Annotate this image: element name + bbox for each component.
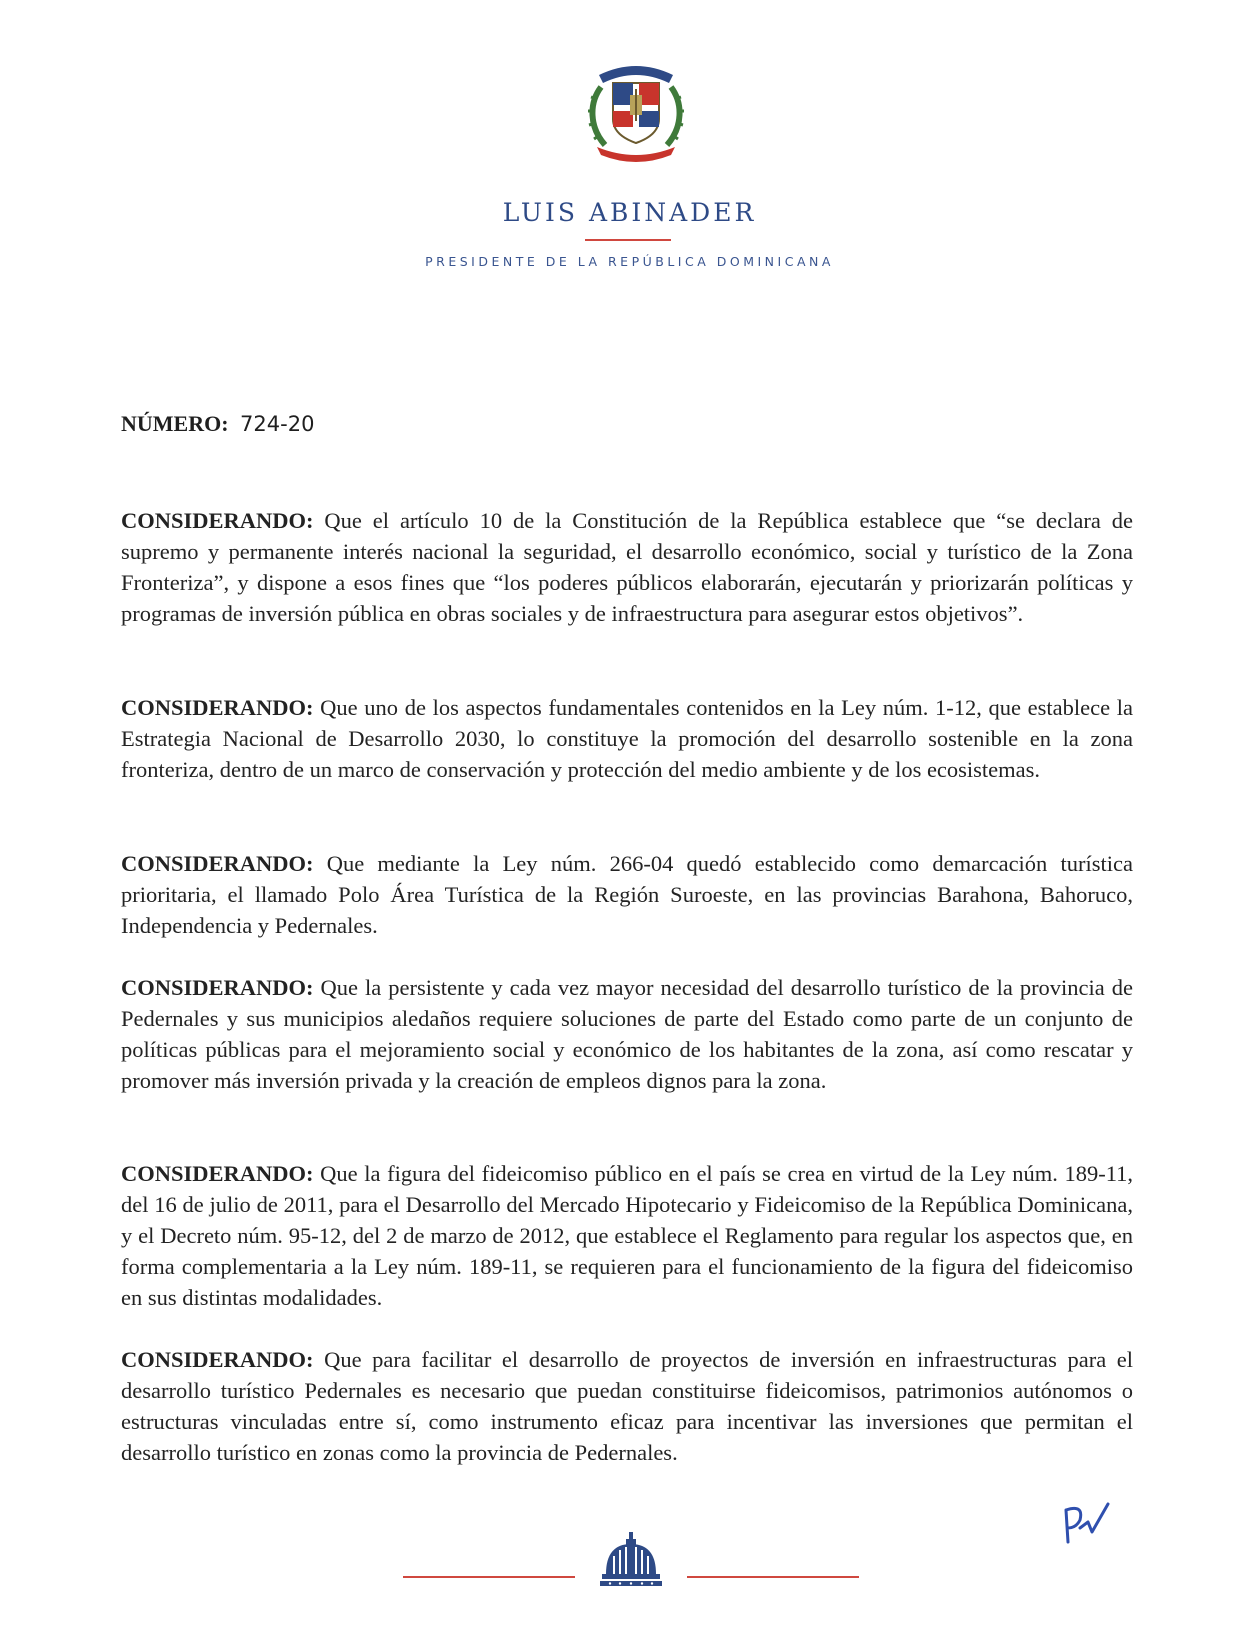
coat-of-arms-icon (583, 55, 689, 165)
paragraph-keyword: CONSIDERANDO: (121, 508, 314, 533)
paragraph-4 (121, 972, 1133, 1096)
footer-divider-left (403, 1576, 575, 1578)
document-number-value: 724-20 (240, 412, 315, 436)
header-name: LUIS ABINADER (502, 198, 757, 227)
paragraph-keyword: CONSIDERANDO: (121, 1161, 314, 1186)
paragraph-3 (121, 848, 1133, 941)
document-number-label: NÚMERO: (121, 411, 229, 436)
paragraph-1 (121, 505, 1133, 629)
document-number (121, 411, 314, 437)
header-divider (585, 239, 671, 241)
paragraph-text: Que mediante la Ley núm. 266-04 quedó establecido como demarcación turística prioritaria, el llamado Polo Área Turística de la Región Suroeste, en las provincias Barahona, Bahoruco, Independencia y Pedernales. (121, 851, 1134, 938)
footer-divider-right (687, 1576, 859, 1578)
paragraph-keyword: CONSIDERANDO: (121, 851, 314, 876)
paragraph-text: Que para facilitar el desarrollo de proyectos de inversión en infraestructuras para el desarrollo turístico Pedernales es necesario que puedan constituirse fideicomisos, patrimonios autónomos o estructuras vinculadas entre sí, como instrumento eficaz para incentivar las inversiones que permitan el desarrollo turístico en zonas como la provincia de Pedernales. (121, 1347, 1133, 1465)
paragraph-text: Que el artículo 10 de la Constitución de la República establece que “se declara de supremo y permanente interés nacional la seguridad, el desarrollo económico, social y turístico de la Zona Fronteriza”, y dispone a esos fines que “los poderes públicos elaborarán, ejecutarán y priorizarán políticas y programas de inversión pública en obras sociales y de infraestructura para asegurar estos objetivos”. (121, 508, 1134, 626)
paragraph-keyword: CONSIDERANDO: (121, 975, 314, 1000)
paragraph-text: Que la figura del fideicomiso público en el país se crea en virtud de la Ley núm. 189-11, del 16 de julio de 2011, para el Desarrollo del Mercado Hipotecario y Fideicomiso de la República Dominicana, y el Decreto núm. 95-12, del 2 de marzo de 2012, que establece el Reglamento para regular los aspectos que, en forma complementaria a la Ley núm. 189-11, se requieren para el funcionamiento de la figura del fideicomiso en sus distintas modalidades. (121, 1161, 1133, 1310)
paragraph-keyword: CONSIDERANDO: (121, 1347, 314, 1372)
paragraph-5 (121, 1158, 1133, 1313)
paragraph-2 (121, 692, 1133, 785)
paragraph-text: Que la persistente y cada vez mayor necesidad del desarrollo turístico de la provincia de Pedernales y sus municipios aledaños requiere soluciones de parte del Estado como parte de un conjunto de políticas públicas para el mejoramiento social y económico de los habitantes de la zona, así como rescatar y promover más inversión privada y la creación de empleos dignos para la zona. (121, 975, 1134, 1093)
national-palace-dome-icon (598, 1530, 664, 1588)
paragraph-text: Que uno de los aspectos fundamentales contenidos en la Ley núm. 1-12, que establece la Estrategia Nacional de Desarrollo 2030, lo constituye la promoción del desarrollo sostenible en la zona fronteriza, dentro de un marco de conservación y protección del medio ambiente y de los ecosistemas. (121, 695, 1134, 782)
paragraph-6 (121, 1344, 1133, 1468)
header-title: PRESIDENTE DE LA REPÚBLICA DOMINICANA (425, 254, 834, 269)
paragraph-keyword: CONSIDERANDO: (121, 695, 314, 720)
handwritten-initials-icon (1058, 1498, 1114, 1546)
